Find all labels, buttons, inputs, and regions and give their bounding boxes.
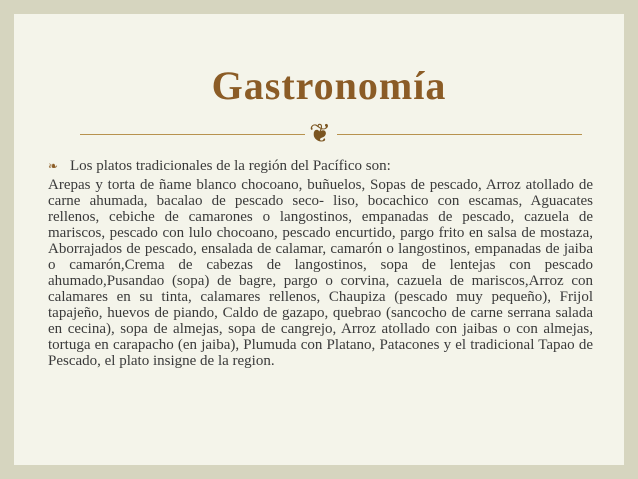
content-panel xyxy=(14,14,624,465)
bullet-icon: ❧ xyxy=(48,159,59,173)
floral-ornament-icon: ❦ xyxy=(309,119,331,149)
lead-bullet xyxy=(48,158,593,175)
slide-title: Gastronomía xyxy=(211,63,447,108)
lead-text: Los platos tradicionales de la región del Pacífico son: xyxy=(70,158,391,174)
dish-list-paragraph: Arepas y torta de ñame blanco chocoano, buñuelos, Sopas de pescado, Arroz atollado de carne ahumada, bacalao de pescado seco- liso, bocachico con escamas, Aguacates rellenos, cebiche de camarones o langostinos, empanadas de pescado, cazuela de mariscos, pescado con lulo chocoano, pescado encurtido, pargo frito en salsa de mostaza, Aborrajados de pescado, ensalada de calamar, camarón o langostinos, empanadas de jaiba o camarón,Crema de cabezas de langostinos, sopa de lentejas con pescado ahumado,Pusandao (sopa) de bagre, pargo o corvina, cazuela de mariscos,Arroz con calamares en su tinta, calamares rellenos, Chaupiza (pescado muy pequeño), Frijol tapajeño, huevos de piando, Caldo de gazapo, quebrao (sancocho de carne serrana salada en cecina), sopa de almejas, sopa de cangrejo, Arroz atollado con jaibas o con almejas, tortuga en carapacho (en jaiba), Plumuda con Platano, Patacones y el tradicional Tapao de Pescado, el plato insigne de la region. xyxy=(48,177,593,369)
title-divider-right xyxy=(337,134,582,135)
title-divider-left xyxy=(80,134,305,135)
